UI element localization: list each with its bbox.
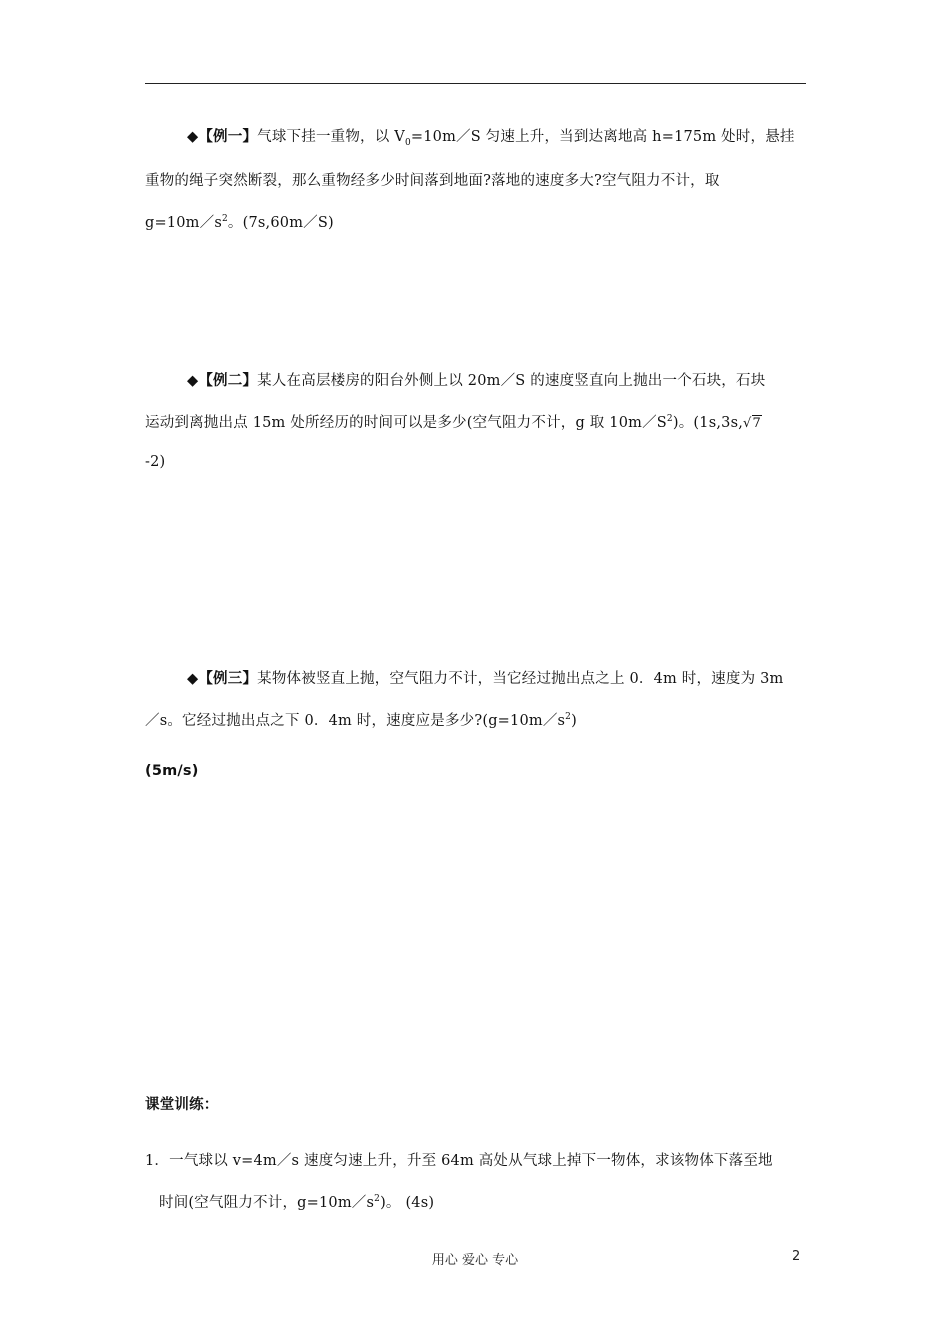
example-2-line-2: 运动到离抛出点 15m 处所经历的时间可以是多少(空气阻力不计，g 取 $10m/S^2$)。(1s,3s,√7 bbox=[145, 414, 761, 431]
example-3 bbox=[145, 660, 806, 740]
question-1-line-2: 时间(空气阻力不计，$g=10m/s^2$)。 (4s) bbox=[159, 1194, 435, 1211]
example-3-answer: (5m/s) bbox=[145, 763, 199, 779]
page-number: 2 bbox=[792, 1249, 801, 1264]
example-1-label: ◆【例一】 bbox=[187, 129, 258, 145]
question-1-line-1: 1．一气球以 v=4m／s 速度匀速上升，升至 64m 高处从气球上掉下一物体，求该物体下落至地 bbox=[145, 1153, 773, 1169]
example-1-line-2: 重物的绳子突然断裂，那么重物经多少时间落到地面?落地的速度多大?空气阻力不计，取 bbox=[145, 172, 720, 189]
example-3-line-2: ／s。它经过抛出点之下 0．4m 时，速度应是多少$?(g=10m/s^2)$ bbox=[145, 712, 577, 729]
example-2-label: ◆【例二】 bbox=[187, 373, 258, 389]
header-rule bbox=[145, 83, 806, 84]
question-1 bbox=[145, 1142, 806, 1222]
example-1-line-3: $g=10m/s^2$。(7s,60m／S) bbox=[145, 213, 334, 231]
training-heading: 课堂训练： bbox=[145, 1097, 219, 1113]
training-section bbox=[145, 1086, 806, 1124]
example-1-line-1: ◆【例一】气球下挂一重物，以 $V_0=10m/S$ 匀速上升，当到达离地高 h=175m 处时，悬挂 bbox=[187, 129, 795, 148]
example-3-label: ◆【例三】 bbox=[187, 671, 258, 687]
example-2-line-1: ◆【例二】某人在高层楼房的阳台外侧上以 20m／S 的速度竖直向上抛出一个石块，石块 bbox=[187, 373, 766, 389]
sqrt-seven: √7 bbox=[743, 415, 761, 431]
example-2-line-3: -2) bbox=[145, 453, 166, 470]
footer-motto: 用心 爱心 专心 bbox=[431, 1253, 519, 1268]
example-1 bbox=[145, 118, 806, 242]
example-2 bbox=[145, 362, 806, 481]
example-3-line-1: ◆【例三】某物体被竖直上抛，空气阻力不计，当它经过抛出点之上 0．4m 时，速度为 3m bbox=[187, 671, 784, 687]
